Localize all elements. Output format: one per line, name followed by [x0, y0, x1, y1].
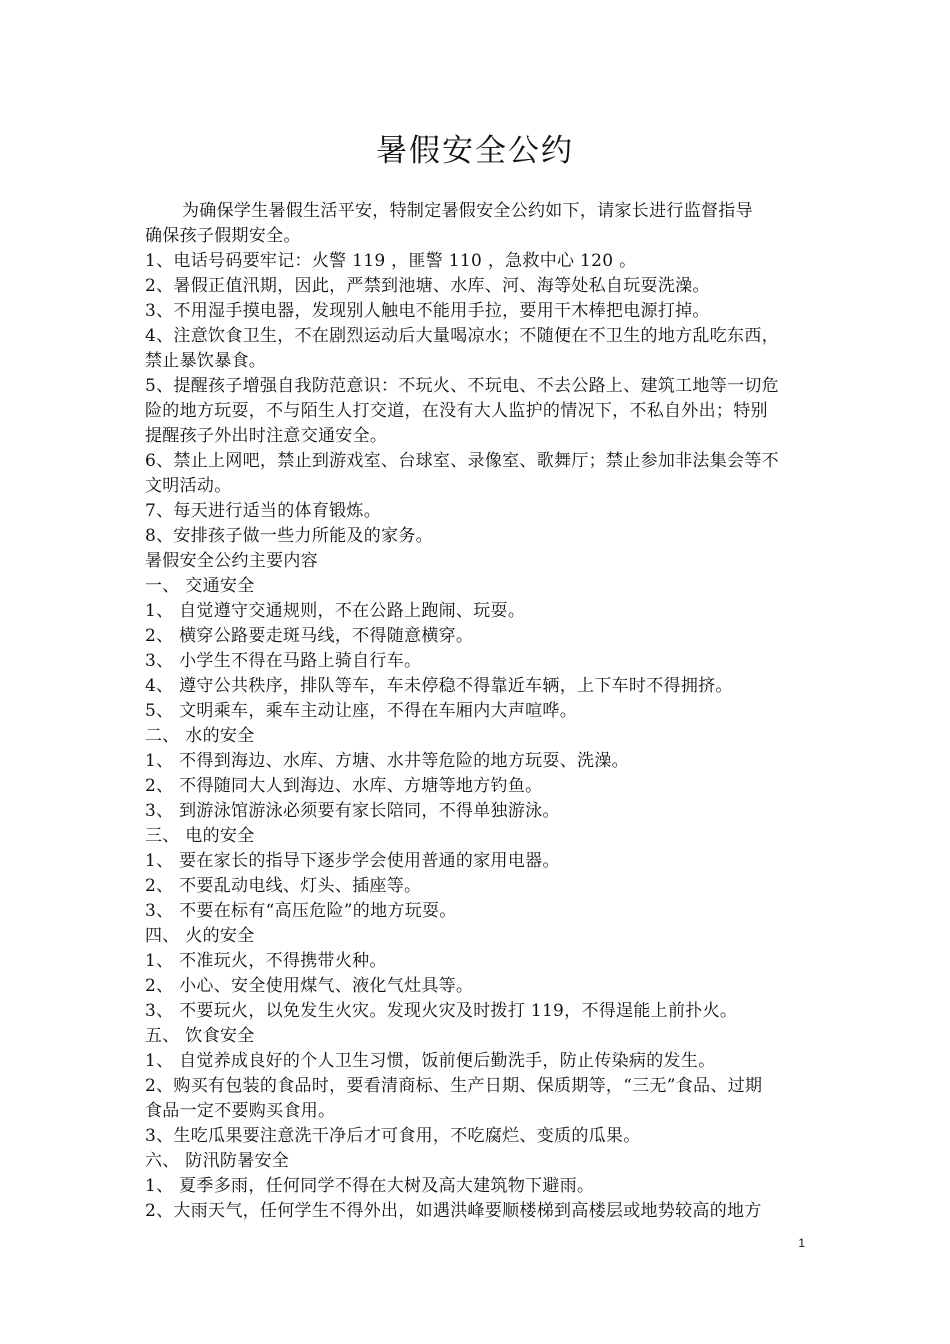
list-item: 3、 不要在标有“高压危险”的地方玩耍。 [145, 901, 457, 921]
list-item: 4、 遵守公共秩序，排队等车，车未停稳不得靠近车辆，上下车时不得拥挤。 [145, 676, 733, 696]
rule-item: 6、禁止上网吧，禁止到游戏室、台球室、录像室、歌舞厅；禁止参加非法集会等不 [145, 451, 779, 471]
page-title: 暑假安全公约 [376, 133, 574, 169]
rule-item: 7、每天进行适当的体育锻炼。 [145, 501, 382, 521]
section-heading: 五、 饮食安全 [145, 1026, 255, 1046]
list-item-continued: 食品一定不要购买食用。 [145, 1101, 336, 1121]
list-item: 3、 到游泳馆游泳必须要有家长陪同，不得单独游泳。 [145, 801, 560, 821]
list-item: 1、 夏季多雨，任何同学不得在大树及高大建筑物下避雨。 [145, 1176, 595, 1196]
rule-item: 5、提醒孩子增强自我防范意识：不玩火、不玩电、不去公路上、建筑工地等一切危 [145, 376, 779, 396]
section-heading: 二、 水的安全 [145, 726, 255, 746]
section-heading: 暑假安全公约主要内容 [145, 551, 318, 571]
list-item: 3、 不要玩火，以免发生火灾。发现火灾及时拨打 119，不得逞能上前扑火。 [145, 1001, 738, 1021]
list-item: 1、 要在家长的指导下逐步学会使用普通的家用电器。 [145, 851, 560, 871]
list-item: 1、 自觉遵守交通规则，不在公路上跑闹、玩耍。 [145, 601, 526, 621]
section-heading: 三、 电的安全 [145, 826, 255, 846]
document-body [145, 199, 817, 1224]
section-heading: 一、 交通安全 [145, 576, 255, 596]
list-item: 2、大雨天气，任何学生不得外出，如遇洪峰要顺楼梯到高楼层或地势较高的地方 [145, 1201, 762, 1221]
rule-item-continued: 险的地方玩耍，不与陌生人打交道，在没有大人监护的情况下，不私自外出；特别 [145, 401, 768, 421]
rule-item-continued: 禁止暴饮暴食。 [145, 351, 267, 371]
list-item: 2、 不要乱动电线、灯头、插座等。 [145, 876, 422, 896]
list-item: 2、购买有包装的食品时，要看清商标、生产日期、保质期等，“三无”食品、过期 [145, 1076, 763, 1096]
list-item: 1、 不得到海边、水库、方塘、水井等危险的地方玩耍、洗澡。 [145, 751, 629, 771]
section-heading: 四、 火的安全 [145, 926, 255, 946]
list-item: 3、 小学生不得在马路上骑自行车。 [145, 651, 422, 671]
list-item: 5、 文明乘车，乘车主动让座，不得在车厢内大声喧哗。 [145, 701, 578, 721]
rule-item: 1、电话号码要牢记：火警 119 ，匪警 110 ，急救中心 120 。 [145, 251, 637, 271]
list-item: 2、 小心、安全使用煤气、液化气灶具等。 [145, 976, 474, 996]
rule-item-continued: 提醒孩子外出时注意交通安全。 [145, 426, 388, 446]
rule-item: 4、注意饮食卫生，不在剧烈运动后大量喝凉水；不随便在不卫生的地方乱吃东西， [145, 326, 779, 346]
list-item: 2、 横穿公路要走斑马线，不得随意横穿。 [145, 626, 474, 646]
rule-item: 2、暑假正值汛期，因此，严禁到池塘、水库、河、海等处私自玩耍洗澡。 [145, 276, 710, 296]
list-item: 1、 不准玩火，不得携带火种。 [145, 951, 387, 971]
rule-item-continued: 文明活动。 [145, 476, 232, 496]
page-number: 1 [798, 1236, 805, 1250]
intro-line: 确保孩子假期安全。 [145, 226, 301, 246]
rule-item: 8、安排孩子做一些力所能及的家务。 [145, 526, 433, 546]
intro-line: 为确保学生暑假生活平安，特制定暑假安全公约如下，请家长进行监督指导 [182, 201, 753, 221]
rule-item: 3、不用湿手摸电器，发现别人触电不能用手拉，要用干木棒把电源打掉。 [145, 301, 710, 321]
list-item: 3、生吃瓜果要注意洗干净后才可食用，不吃腐烂、变质的瓜果。 [145, 1126, 641, 1146]
section-heading: 六、 防汛防暑安全 [145, 1151, 290, 1171]
list-item: 1、 自觉养成良好的个人卫生习惯，饭前便后勤洗手，防止传染病的发生。 [145, 1051, 716, 1071]
list-item: 2、 不得随同大人到海边、水库、方塘等地方钓鱼。 [145, 776, 543, 796]
